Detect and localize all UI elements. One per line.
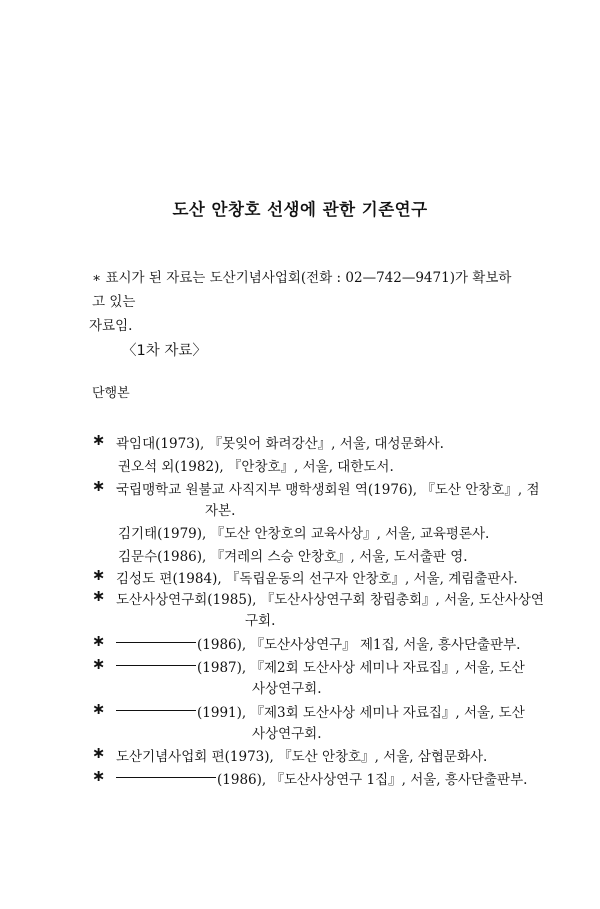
star-marker: ∗ bbox=[92, 565, 106, 584]
star-marker: ∗ bbox=[92, 430, 106, 449]
author-repeat-dash bbox=[116, 777, 216, 778]
entry-text: (1987), 『제2회 도산사상 세미나 자료집』, 서울, 도산 bbox=[197, 660, 525, 676]
subsection-heading: 단행본 bbox=[92, 386, 130, 401]
star-marker: ∗ bbox=[92, 766, 106, 785]
star-marker: ∗ bbox=[92, 743, 106, 762]
note-line-1: ∗ 표시가 된 자료는 도산기념사업회(전화 : 02—742—9471)가 확보하고 있는 bbox=[92, 270, 512, 310]
entry-text: 도산사상연구회(1985), 『도산사상연구회 창립총회』, 서울, 도산사상연 bbox=[116, 592, 544, 608]
entry-continuation: 자본. bbox=[205, 503, 236, 519]
star-marker: ∗ bbox=[92, 699, 106, 718]
entry-text: 곽임대(1973), 『못잊어 화려강산』, 서울, 대성문화사. bbox=[116, 436, 444, 452]
entry-text: 김문수(1986), 『겨레의 스승 안창호』, 서울, 도서출판 영. bbox=[118, 549, 468, 565]
author-repeat-dash bbox=[116, 710, 196, 711]
entry-text: 국립맹학교 원불교 사직지부 맹학생회원 역(1976), 『도산 안창호』, 점 bbox=[116, 482, 540, 498]
entry-text: (1991), 『제3회 도산사상 세미나 자료집』, 서울, 도산 bbox=[197, 705, 525, 721]
entry-text: 도산기념사업회 편(1973), 『도산 안창호』, 서울, 삼협문화사. bbox=[116, 749, 488, 765]
note-line-2: 자료임. bbox=[89, 318, 133, 334]
entry-text: 김기태(1979), 『도산 안창호의 교육사상』, 서울, 교육평론사. bbox=[118, 526, 490, 542]
entry-text: (1986), 『도산사상연구 1집』, 서울, 흥사단출판부. bbox=[217, 772, 528, 788]
entry-continuation: 구회. bbox=[245, 613, 276, 629]
section-heading: 〈1차 자료〉 bbox=[122, 343, 207, 359]
author-repeat-dash bbox=[116, 665, 196, 666]
star-marker: ∗ bbox=[92, 631, 106, 650]
author-repeat-dash bbox=[116, 642, 196, 643]
entry-text: 김성도 편(1984), 『독립운동의 선구자 안창호』, 서울, 계림출판사. bbox=[116, 571, 518, 587]
entry-text: (1986), 『도산사상연구』 제1집, 서울, 흥사단출판부. bbox=[197, 637, 521, 653]
star-marker: ∗ bbox=[92, 654, 106, 673]
note-paragraph bbox=[89, 266, 522, 338]
star-marker: ∗ bbox=[92, 476, 106, 495]
entry-text: 권오석 외(1982), 『안창호』, 서울, 대한도서. bbox=[118, 459, 394, 475]
star-marker: ∗ bbox=[92, 586, 106, 605]
page-title: 도산 안창호 선생에 관한 기존연구 bbox=[172, 200, 428, 219]
entry-continuation: 사상연구회. bbox=[252, 726, 322, 742]
entry-continuation: 사상연구회. bbox=[252, 681, 322, 697]
